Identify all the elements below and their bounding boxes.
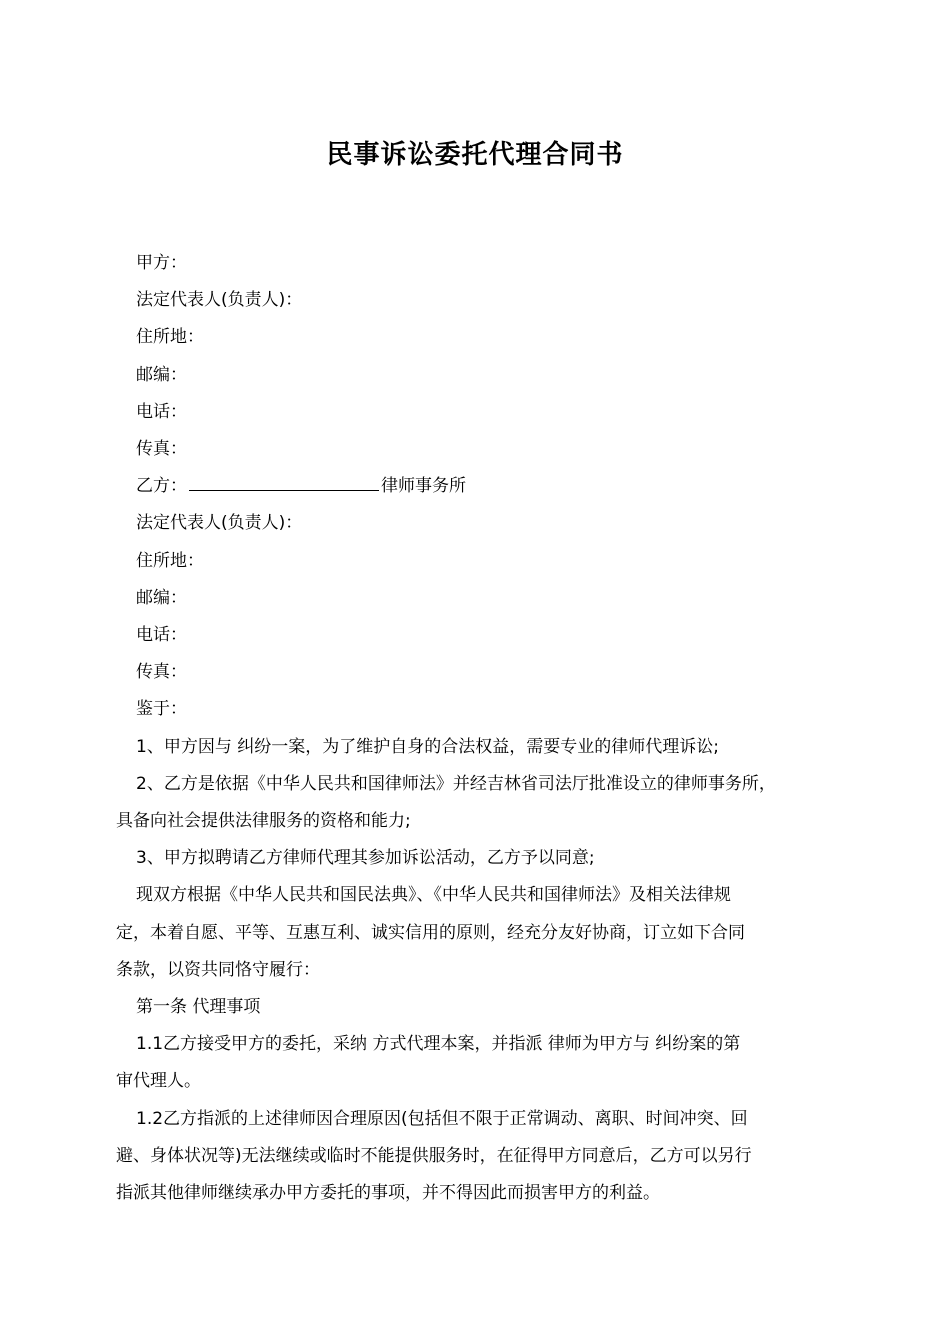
recital-3: 3、甲方拟聘请乙方律师代理其参加诉讼活动，乙方予以同意; xyxy=(136,848,595,869)
party-a-representative: 法定代表人(负责人)： xyxy=(136,290,303,311)
clause-1-1-line-2: 审代理人。 xyxy=(116,1071,201,1092)
party-b-name-suffix: 律师事务所 xyxy=(381,476,466,497)
party-b-phone: 电话： xyxy=(136,625,187,646)
party-a-address: 住所地： xyxy=(136,327,204,348)
clause-1-2-line-2: 避、身体状况等)无法继续或临时不能提供服务时，在征得甲方同意后，乙方可以另行 xyxy=(116,1145,752,1166)
party-a-phone: 电话： xyxy=(136,401,187,422)
party-b-address: 住所地： xyxy=(136,550,204,571)
party-a-name: 甲方： xyxy=(136,253,187,273)
clause-1-2-line-1: 1.2乙方指派的上述律师因合理原因(包括但不限于正常调动、离职、时间冲突、回 xyxy=(136,1108,748,1129)
party-b-fax: 传真： xyxy=(136,662,187,683)
party-b-name xyxy=(116,468,836,505)
recital-2-line-2: 具备向社会提供法律服务的资格和能力; xyxy=(116,811,411,832)
preamble-line-1: 现双方根据《中华人民共和国民法典》、《中华人民共和国律师法》及相关法律规 xyxy=(136,885,731,906)
party-b-name-label: 乙方： xyxy=(136,476,187,497)
article-1-heading: 第一条 代理事项 xyxy=(136,997,261,1018)
clause-1-1-line-1: 1.1乙方接受甲方的委托，采纳 方式代理本案，并指派 律师为甲方与 纠纷案的第 xyxy=(136,1034,741,1055)
clause-1-2-line-3: 指派其他律师继续承办甲方委托的事项，并不得因此而损害甲方的利益。 xyxy=(116,1183,660,1204)
preamble-line-2: 定，本着自愿、平等、互惠互利、诚实信用的原则，经充分友好协商，订立如下合同 xyxy=(116,922,745,943)
party-b-representative: 法定代表人(负责人)： xyxy=(136,513,303,534)
document-title: 民事诉讼委托代理合同书 xyxy=(326,140,624,170)
document-body xyxy=(116,245,836,1212)
party-a-postcode: 邮编： xyxy=(136,364,187,385)
whereas-heading: 鉴于： xyxy=(136,699,187,720)
party-b-postcode: 邮编： xyxy=(136,587,187,608)
party-b-name-blank xyxy=(189,474,379,491)
recital-2-line-1: 2、乙方是依据《中华人民共和国律师法》并经吉林省司法厅批准设立的律师事务所， xyxy=(136,773,776,794)
party-a-fax: 传真： xyxy=(136,439,187,460)
recital-1: 1、甲方因与 纠纷一案，为了维护自身的合法权益，需要专业的律师代理诉讼; xyxy=(136,736,719,757)
preamble-line-3: 条款，以资共同恪守履行： xyxy=(116,959,320,980)
